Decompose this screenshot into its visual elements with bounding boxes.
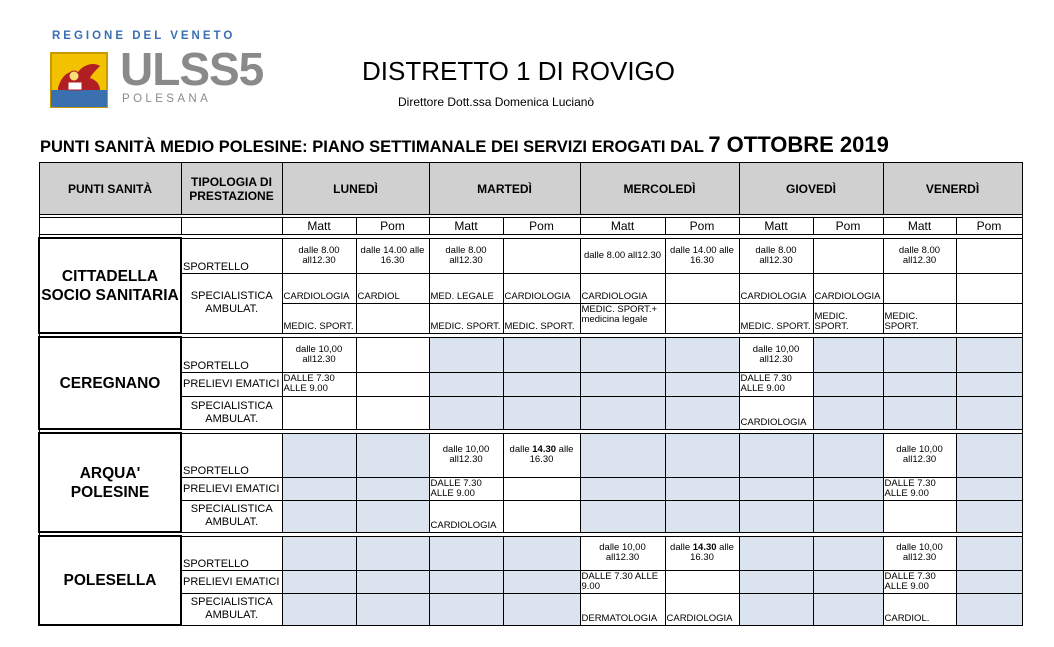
table-row xyxy=(39,477,1022,500)
schedule-cell xyxy=(503,593,580,625)
cell-text xyxy=(504,623,580,625)
cell-text: dalle 14.30 alle 16.30 xyxy=(670,542,734,563)
cell-text xyxy=(504,552,580,554)
schedule-cell xyxy=(356,433,429,477)
schedule-cell xyxy=(739,477,813,500)
site-name: CITTADELLA SOCIO SANITARIA xyxy=(39,238,181,333)
schedule-cell xyxy=(580,396,665,429)
schedule-cell xyxy=(665,337,739,372)
cell-text: dalle 8.00 all12.30 xyxy=(445,244,487,266)
schedule-cell xyxy=(956,372,1022,396)
table-row xyxy=(39,536,1022,570)
cell-text: DALLE 7.30 ALLE 9.00 xyxy=(740,372,792,394)
schedule-cell xyxy=(429,536,503,570)
schedule-cell xyxy=(356,593,429,625)
tipologia-specialistica: SPECIALISTICA AMBULAT. xyxy=(181,273,282,333)
schedule-cell xyxy=(580,500,665,532)
cell-text: DERMATOLOGIA xyxy=(581,612,658,624)
schedule-cell xyxy=(739,593,813,625)
schedule-cell xyxy=(503,570,580,593)
schedule-cell xyxy=(739,570,813,593)
table-row xyxy=(39,238,1022,273)
schedule-cell xyxy=(429,433,503,477)
schedule-cell xyxy=(356,337,429,372)
cell-text xyxy=(814,354,883,356)
schedule-cell xyxy=(429,593,503,625)
schedule-cell xyxy=(429,477,503,500)
schedule-cell xyxy=(356,536,429,570)
matt-label: Matt xyxy=(739,218,813,235)
schedule-cell xyxy=(580,536,665,570)
col-tipologia: TIPOLOGIA DI PRESTAZIONE xyxy=(181,163,282,215)
schedule-title xyxy=(40,132,889,158)
blank-cell xyxy=(39,218,181,235)
tipologia-prelievi: PRELIEVI EMATICI xyxy=(181,477,282,500)
tipologia-prelievi: PRELIEVI EMATICI xyxy=(181,570,282,593)
schedule-cell xyxy=(429,238,503,273)
schedule-cell xyxy=(956,433,1022,477)
schedule-cell xyxy=(956,477,1022,500)
cell-text: dalle 14.00 alle 16.30 xyxy=(670,244,734,266)
col-day-mercoledi: MERCOLEDÌ xyxy=(580,163,739,215)
site-name: ARQUA' POLESINE xyxy=(39,433,181,532)
tipologia-sportello: SPORTELLO xyxy=(181,433,282,477)
tipologia-specialistica: SPECIALISTICA AMBULAT. xyxy=(181,593,282,625)
table-row xyxy=(39,433,1022,477)
schedule-cell xyxy=(813,433,883,477)
col-day-venerdi: VENERDÌ xyxy=(883,163,1022,215)
schedule-cell xyxy=(883,396,956,429)
schedule-cell xyxy=(813,303,883,333)
logo-region-text: REGIONE DEL VENETO xyxy=(52,30,236,42)
cell-text xyxy=(581,454,665,456)
cell-text xyxy=(357,354,429,356)
schedule-cell xyxy=(665,570,739,593)
cell-text xyxy=(740,552,813,554)
cell-text xyxy=(430,571,503,573)
cell-text xyxy=(957,623,1022,625)
cell-text xyxy=(581,373,665,375)
schedule-cell xyxy=(883,303,956,333)
pom-label: Pom xyxy=(503,218,580,235)
schedule-cell xyxy=(739,238,813,273)
cell-text xyxy=(814,478,883,480)
schedule-cell xyxy=(883,477,956,500)
schedule-cell xyxy=(956,500,1022,532)
schedule-cell xyxy=(883,500,956,532)
schedule-title-date: 7 OTTOBRE 2019 xyxy=(708,132,889,157)
schedule-cell xyxy=(580,593,665,625)
cell-text xyxy=(814,623,883,625)
cell-text: DALLE 7.30 ALLE 9.00 xyxy=(581,570,659,592)
pom-label: Pom xyxy=(665,218,739,235)
schedule-cell xyxy=(429,273,503,303)
cell-text xyxy=(504,373,580,375)
schedule-cell xyxy=(282,570,356,593)
matt-label: Matt xyxy=(282,218,356,235)
schedule-cell xyxy=(429,500,503,532)
schedule-cell xyxy=(429,396,503,429)
schedule-cell xyxy=(665,433,739,477)
schedule-cell xyxy=(282,477,356,500)
cell-text: MEDIC. SPORT. xyxy=(430,320,501,332)
cell-text xyxy=(504,255,580,257)
cell-text: dalle 10,00 all12.30 xyxy=(295,343,343,365)
matt-label: Matt xyxy=(580,218,665,235)
cell-text: MEDIC. SPORT. xyxy=(283,320,354,332)
cell-text: CARDIOLOGIA xyxy=(283,290,350,302)
cell-text xyxy=(283,571,356,573)
cell-text: CARDIOLOGIA xyxy=(740,290,807,302)
schedule-cell xyxy=(503,536,580,570)
cell-text: dalle 10,00 all12.30 xyxy=(442,444,490,465)
cell-text xyxy=(740,454,813,456)
matt-label: Matt xyxy=(883,218,956,235)
cell-text: DALLE 7.30 ALLE 9.00 xyxy=(283,372,335,394)
schedule-cell xyxy=(813,536,883,570)
table-row xyxy=(39,337,1022,372)
schedule-cell xyxy=(282,372,356,396)
schedule-cell xyxy=(813,372,883,396)
cell-text xyxy=(504,478,580,480)
schedule-cell xyxy=(356,477,429,500)
cell-text xyxy=(814,571,883,573)
cell-text: dalle 10,00 all12.30 xyxy=(896,542,943,563)
schedule-title-text: PUNTI SANITÀ MEDIO POLESINE: PIANO SETTIMANALE DEI SERVIZI EROGATI DAL xyxy=(40,138,709,156)
cell-text xyxy=(581,354,665,356)
schedule-cell xyxy=(282,238,356,273)
cell-text xyxy=(884,354,956,356)
schedule-cell xyxy=(665,303,739,333)
cell-text xyxy=(357,454,429,456)
schedule-cell xyxy=(739,337,813,372)
cell-text xyxy=(283,454,356,456)
schedule-cell xyxy=(356,500,429,532)
cell-text: dalle 8.00 all12.30 xyxy=(298,244,340,266)
distretto-title: DISTRETTO 1 DI ROVIGO xyxy=(362,56,676,86)
table-row xyxy=(39,593,1022,625)
schedule-cell xyxy=(956,396,1022,429)
schedule-cell xyxy=(356,396,429,429)
schedule-cell xyxy=(356,303,429,333)
schedule-cell xyxy=(503,372,580,396)
cell-text xyxy=(357,571,429,573)
schedule-cell xyxy=(883,593,956,625)
schedule-cell xyxy=(883,372,956,396)
schedule-cell xyxy=(580,303,665,333)
cell-text xyxy=(957,354,1022,356)
cell-text: DALLE 7.30 ALLE 9.00 xyxy=(884,570,936,592)
schedule-cell xyxy=(813,477,883,500)
cell-text xyxy=(666,454,739,456)
cell-text xyxy=(357,478,429,480)
cell-text xyxy=(957,571,1022,573)
schedule-cell xyxy=(503,303,580,333)
cell-text: CARDIOL xyxy=(357,290,400,302)
cell-text: MEDIC. SPORT. xyxy=(814,310,849,332)
cell-text: MEDIC. SPORT. xyxy=(504,320,575,332)
cell-text xyxy=(814,552,883,554)
schedule-cell xyxy=(883,536,956,570)
schedule-cell xyxy=(665,372,739,396)
tipologia-specialistica: SPECIALISTICA AMBULAT. xyxy=(181,396,282,429)
schedule-cell xyxy=(580,372,665,396)
col-day-lunedi: LUNEDÌ xyxy=(282,163,429,215)
schedule-cell xyxy=(956,337,1022,372)
blank-cell xyxy=(181,218,282,235)
cell-text xyxy=(740,571,813,573)
cell-text: dalle 10,00 all12.30 xyxy=(599,542,646,563)
cell-text xyxy=(957,478,1022,480)
header-row xyxy=(39,163,1022,215)
pom-label: Pom xyxy=(813,218,883,235)
cell-text: dalle 8.00 all12.30 xyxy=(583,249,662,261)
schedule-cell xyxy=(813,593,883,625)
schedule-cell xyxy=(356,570,429,593)
schedule-cell xyxy=(503,500,580,532)
schedule-cell xyxy=(665,273,739,303)
cell-text xyxy=(357,552,429,554)
schedule-cell xyxy=(665,536,739,570)
schedule-cell xyxy=(503,433,580,477)
schedule-cell xyxy=(503,477,580,500)
cell-text: MEDIC. SPORT.+ medicina legale xyxy=(581,303,658,325)
schedule-cell xyxy=(883,273,956,303)
cell-text xyxy=(740,478,813,480)
ulss5-logo xyxy=(50,30,264,110)
cell-text xyxy=(814,373,883,375)
cell-text xyxy=(430,623,503,625)
cell-text xyxy=(666,354,739,356)
schedule-cell xyxy=(883,238,956,273)
pom-label: Pom xyxy=(956,218,1022,235)
cell-text xyxy=(666,478,739,480)
cell-text: CARDIOLOGIA xyxy=(666,612,733,624)
cell-text: MED. LEGALE xyxy=(430,290,494,302)
schedule-cell xyxy=(282,536,356,570)
schedule-cell xyxy=(282,500,356,532)
table-row xyxy=(39,500,1022,532)
schedule-cell xyxy=(739,396,813,429)
schedule-cell xyxy=(813,570,883,593)
schedule-cell xyxy=(356,238,429,273)
schedule-cell xyxy=(580,477,665,500)
matt-label: Matt xyxy=(429,218,503,235)
table-row xyxy=(39,372,1022,396)
schedule-cell xyxy=(356,273,429,303)
cell-text xyxy=(430,373,503,375)
schedule-cell xyxy=(739,500,813,532)
col-day-martedi: MARTEDÌ xyxy=(429,163,580,215)
tipologia-sportello: SPORTELLO xyxy=(181,536,282,570)
cell-text: dalle 14.30 alle 16.30 xyxy=(509,444,574,465)
weekly-schedule-table xyxy=(38,162,1023,626)
logo-polesana-text: POLESANA xyxy=(122,93,212,105)
schedule-cell xyxy=(739,273,813,303)
schedule-cell xyxy=(429,570,503,593)
cell-text xyxy=(814,454,883,456)
cell-text xyxy=(581,478,665,480)
table-row xyxy=(39,396,1022,429)
cell-text xyxy=(740,623,813,625)
schedule-cell xyxy=(580,337,665,372)
schedule-cell xyxy=(956,273,1022,303)
site-name: CEREGNANO xyxy=(39,337,181,429)
schedule-cell xyxy=(956,238,1022,273)
schedule-cell xyxy=(580,433,665,477)
schedule-cell xyxy=(503,273,580,303)
schedule-cell xyxy=(813,273,883,303)
cell-text: CARDIOLOGIA xyxy=(504,290,571,302)
direttore-line: Direttore Dott.ssa Domenica Lucianò xyxy=(398,95,595,109)
schedule-cell xyxy=(503,337,580,372)
schedule-cell xyxy=(813,238,883,273)
schedule-cell xyxy=(883,433,956,477)
tipologia-specialistica: SPECIALISTICA AMBULAT. xyxy=(181,500,282,532)
cell-text xyxy=(504,354,580,356)
schedule-cell xyxy=(956,593,1022,625)
cell-text: dalle 10,00 all12.30 xyxy=(752,343,800,365)
schedule-cell xyxy=(956,303,1022,333)
schedule-cell xyxy=(739,536,813,570)
schedule-cell xyxy=(429,372,503,396)
tipologia-prelievi: PRELIEVI EMATICI xyxy=(181,372,282,396)
tipologia-sportello: SPORTELLO xyxy=(181,337,282,372)
cell-text: dalle 8.00 all12.30 xyxy=(755,244,797,266)
cell-text: DALLE 7.30 ALLE 9.00 xyxy=(430,477,482,499)
schedule-cell xyxy=(883,337,956,372)
schedule-cell xyxy=(813,500,883,532)
cell-text xyxy=(666,571,739,573)
cell-text: CARDIOLOGIA xyxy=(430,519,497,531)
col-punti-sanita: PUNTI SANITÀ xyxy=(39,163,181,215)
cell-text xyxy=(814,255,883,257)
tipologia-sportello: SPORTELLO xyxy=(181,238,282,273)
cell-text xyxy=(430,552,503,554)
cell-text: dalle 10,00 all12.30 xyxy=(896,444,943,465)
cell-text: CARDIOLOGIA xyxy=(814,290,881,302)
table-row xyxy=(39,273,1022,303)
schedule-cell xyxy=(739,433,813,477)
cell-text xyxy=(504,571,580,573)
pom-label: Pom xyxy=(356,218,429,235)
schedule-cell xyxy=(665,477,739,500)
lion-of-saint-mark-icon xyxy=(50,52,108,108)
cell-text xyxy=(283,478,356,480)
schedule-cell xyxy=(580,238,665,273)
schedule-cell xyxy=(282,396,356,429)
cell-text xyxy=(666,373,739,375)
cell-text: MEDIC. SPORT. xyxy=(884,310,919,332)
schedule-cell xyxy=(282,273,356,303)
schedule-cell xyxy=(429,303,503,333)
schedule-cell xyxy=(429,337,503,372)
table-row xyxy=(39,570,1022,593)
schedule-cell xyxy=(739,303,813,333)
cell-text xyxy=(884,373,956,375)
schedule-cell xyxy=(665,396,739,429)
schedule-cell xyxy=(883,570,956,593)
schedule-cell xyxy=(282,433,356,477)
schedule-cell xyxy=(813,396,883,429)
schedule-cell xyxy=(503,396,580,429)
schedule-cell xyxy=(665,500,739,532)
cell-text: DALLE 7.30 ALLE 9.00 xyxy=(884,477,936,499)
subheader-row xyxy=(39,218,1022,235)
cell-text xyxy=(957,454,1022,456)
cell-text xyxy=(957,373,1022,375)
cell-text: dalle 14.00 alle 16.30 xyxy=(360,244,425,266)
schedule-cell xyxy=(503,238,580,273)
col-day-giovedi: GIOVEDÌ xyxy=(739,163,883,215)
schedule-cell xyxy=(956,570,1022,593)
cell-text xyxy=(430,354,503,356)
cell-text: CARDIOLOGIA xyxy=(581,290,648,302)
site-name: POLESELLA xyxy=(39,536,181,625)
schedule-cell xyxy=(580,273,665,303)
cell-text xyxy=(957,552,1022,554)
schedule-cell xyxy=(813,337,883,372)
schedule-cell xyxy=(282,303,356,333)
cell-text xyxy=(957,255,1022,257)
schedule-cell xyxy=(665,238,739,273)
schedule-cell xyxy=(282,593,356,625)
schedule-cell xyxy=(282,337,356,372)
schedule-cell xyxy=(580,570,665,593)
schedule-cell xyxy=(739,372,813,396)
cell-text xyxy=(357,373,429,375)
cell-text: CARDIOLOGIA xyxy=(740,416,807,428)
cell-text: CARDIOL. xyxy=(884,612,930,624)
cell-text xyxy=(283,623,356,625)
cell-text: dalle 8.00 all12.30 xyxy=(898,244,941,266)
schedule-cell xyxy=(956,536,1022,570)
logo-ulss-text: ULSS5 xyxy=(120,43,264,95)
cell-text: MEDIC. SPORT. xyxy=(740,320,811,332)
cell-text xyxy=(357,623,429,625)
cell-text xyxy=(283,552,356,554)
schedule-cell xyxy=(665,593,739,625)
schedule-cell xyxy=(356,372,429,396)
